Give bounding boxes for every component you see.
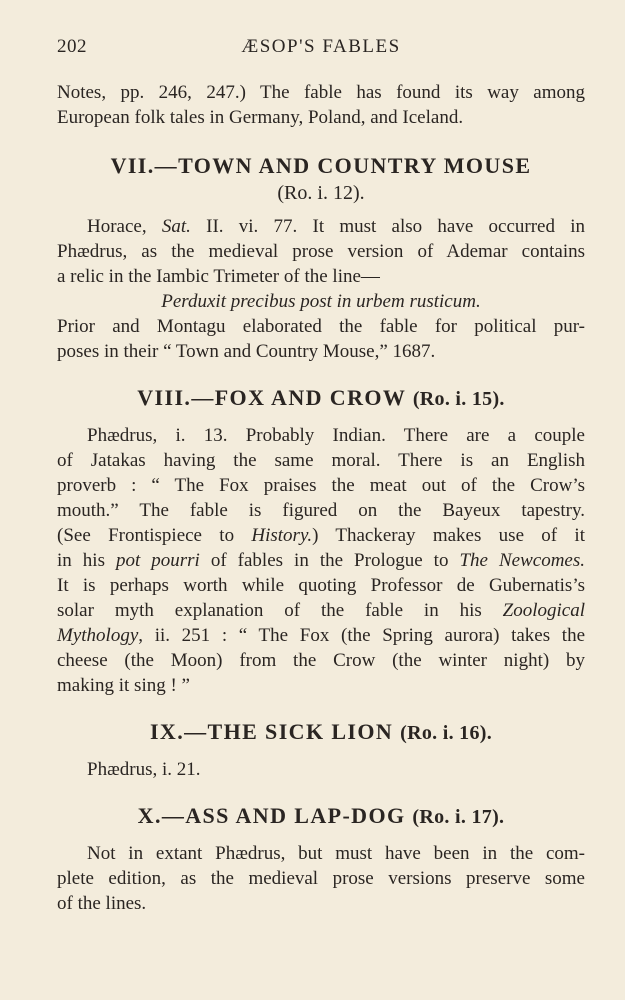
section-8-line-3: proverb : “ The Fox praises the meat out of the Crow’s xyxy=(57,475,585,496)
section-7-line-5: poses in their “ Town and Country Mouse,” 1687. xyxy=(57,341,436,362)
section-7-line-4: Prior and Montagu elaborated the fable for political pur- xyxy=(57,316,585,337)
section-8-line-2: of Jatakas having the same moral. There is an English xyxy=(57,450,585,471)
intro-line-2: European folk tales in Germany, Poland, and Iceland. xyxy=(57,107,464,128)
section-7-quote: Perduxit precibus post in urbem rusticum. xyxy=(161,291,481,312)
section-10-line-3: of the lines. xyxy=(57,893,147,914)
section-7-ref: (Ro. i. 12). xyxy=(277,182,365,204)
section-7-title: VII.—TOWN AND COUNTRY MOUSE xyxy=(110,153,532,178)
section-8-line-8: solar myth explanation of the fable in his Zoological xyxy=(57,600,585,621)
running-head xyxy=(57,36,585,66)
section-8-title: VIII.—FOX AND CROW xyxy=(137,385,406,410)
section-8-line-1: Phædrus, i. 13. Probably Indian. There are a couple xyxy=(87,425,585,446)
section-8-line-11: making it sing ! ” xyxy=(57,675,190,696)
book-title: ÆSOP'S FABLES xyxy=(241,36,401,57)
section-10-line-2: plete edition, as the medieval prose versions preserve some xyxy=(57,868,585,889)
section-8-line-9: Mythology, ii. 251 : “ The Fox (the Spring aurora) takes the xyxy=(57,625,585,646)
section-10-ref: (Ro. i. 17). xyxy=(412,806,505,828)
section-7-line-2: Phædrus, as the medieval prose version of Ademar contains xyxy=(57,241,585,262)
section-7-line-3: a relic in the Iambic Trimeter of the line— xyxy=(57,266,380,287)
section-8-line-5: (See Frontispiece to History.) Thackeray makes use of it xyxy=(57,525,585,546)
section-9-heading xyxy=(57,718,585,747)
section-7-line-1: Horace, Sat. II. vi. 77. It must also have occurred in xyxy=(87,216,585,237)
section-10-heading xyxy=(57,802,585,831)
section-8-line-6: in his pot pourri of fables in the Prologue to The Newcomes. xyxy=(57,550,585,571)
intro-line-1: Notes, pp. 246, 247.) The fable has found its way among xyxy=(57,82,585,103)
section-8-heading xyxy=(57,384,585,413)
section-9-line-1: Phædrus, i. 21. xyxy=(87,759,201,780)
section-8-line-4: mouth.” The fable is figured on the Bayeux tapestry. xyxy=(57,500,585,521)
section-8-line-7: It is perhaps worth while quoting Professor de Gubernatis’s xyxy=(57,575,585,596)
page-body xyxy=(57,36,585,916)
section-10-title: X.—ASS AND LAP-DOG xyxy=(137,803,406,828)
section-8-ref: (Ro. i. 15). xyxy=(412,388,505,410)
page-number: 202 xyxy=(57,36,87,57)
section-10-line-1: Not in extant Phædrus, but must have been in the com- xyxy=(87,843,585,864)
section-9-title: IX.—THE SICK LION xyxy=(149,719,394,744)
section-9-ref: (Ro. i. 16). xyxy=(400,722,493,744)
section-8-line-10: cheese (the Moon) from the Crow (the winter night) by xyxy=(57,650,585,671)
